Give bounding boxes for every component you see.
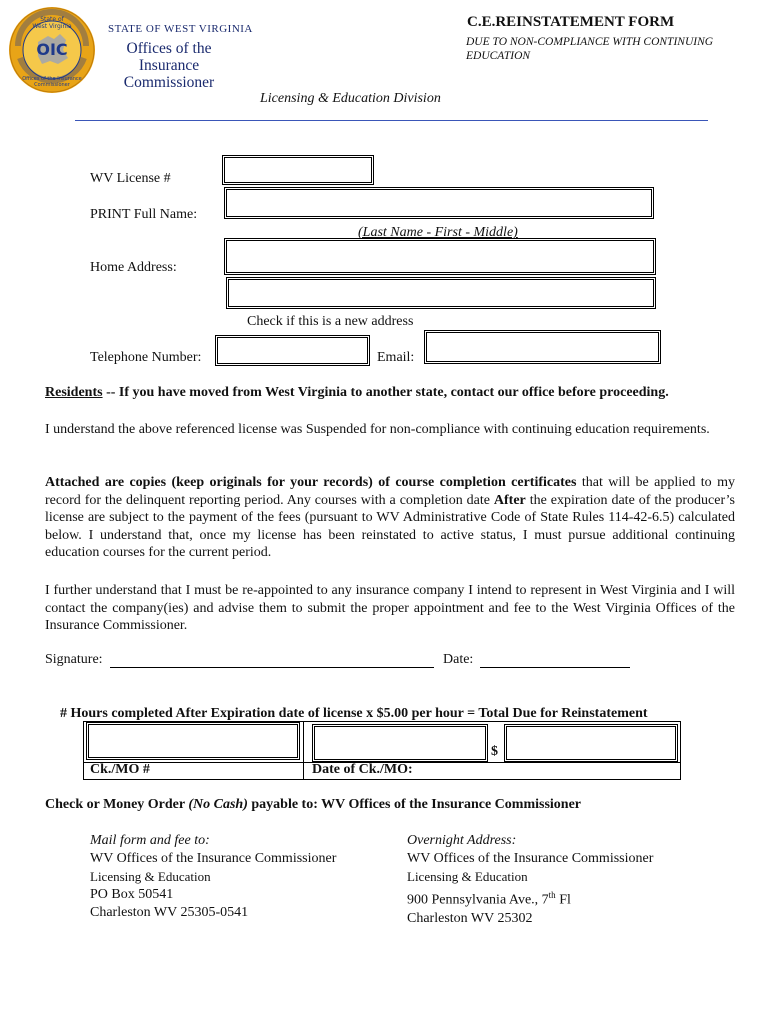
- payment-instructions: [45, 797, 581, 813]
- date-label: Date:: [443, 652, 474, 667]
- overnight-heading: Overnight Address:: [407, 833, 517, 848]
- payment-pre: Check or Money Order: [45, 797, 189, 812]
- form-subtitle-line1: DUE TO NON-COMPLIANCE WITH CONTINUING: [466, 36, 714, 48]
- seal-text-top: State of West Virginia: [32, 16, 72, 30]
- attachments-after: After: [493, 492, 526, 508]
- hours-input[interactable]: [88, 724, 298, 758]
- check-number-input[interactable]: [314, 726, 486, 760]
- seal-text-bottom: Offices of the Insurance Commissioner: [22, 76, 82, 88]
- email-label: Email:: [377, 350, 415, 365]
- office-name: [98, 40, 240, 91]
- division-title: Licensing & Education Division: [260, 91, 441, 106]
- new-address-label[interactable]: Check if this is a new address: [247, 314, 414, 329]
- full-name-input[interactable]: [226, 189, 652, 217]
- fee-heading: # Hours completed After Expiration date of license x $5.00 per hour = Total Due for Reinstatement: [60, 706, 648, 721]
- fee-table-divider: [303, 721, 304, 780]
- full-name-hint: (Last Name - First - Middle): [358, 225, 518, 240]
- signature-label: Signature:: [45, 652, 103, 667]
- dollar-sign: $: [491, 744, 498, 759]
- mail-line3: PO Box 50541: [90, 887, 174, 902]
- attachments-bold: Attached are copies (keep originals for your records) of course completion certificates: [45, 475, 577, 490]
- header-divider: [75, 120, 708, 121]
- check-date-label: Date of Ck./MO:: [312, 762, 413, 777]
- mail-heading: Mail form and fee to:: [90, 833, 210, 848]
- residents-notice: [45, 385, 669, 401]
- reappointment-paragraph: I further understand that I must be re-appointed to any insurance company I intend to represent in West Virginia and I will contact the company(ies) and advise them to submit the proper appointment and fee to the West Virginia Offices of the Insurance Commissioner.: [45, 583, 735, 633]
- oic-seal-logo: [8, 6, 96, 94]
- license-label: WV License #: [90, 171, 171, 186]
- office-name-line1: Offices of the Insurance: [126, 40, 212, 74]
- state-name: STATE OF WEST VIRGINIA: [108, 23, 253, 35]
- mail-line1: WV Offices of the Insurance Commissioner: [90, 851, 337, 866]
- signature-line[interactable]: [110, 652, 434, 668]
- form-subtitle-line2: EDUCATION: [466, 50, 531, 62]
- form-title: C.E.REINSTATEMENT FORM: [467, 14, 675, 30]
- mail-line4: Charleston WV 25305-0541: [90, 905, 249, 920]
- telephone-input[interactable]: [217, 337, 368, 364]
- suspension-paragraph: I understand the above referenced license was Suspended for non-compliance with continuing education requirements.: [45, 422, 710, 437]
- overnight-line3: [407, 886, 653, 910]
- overnight-line2: Licensing & Education: [407, 869, 528, 884]
- attachments-paragraph: [45, 474, 735, 562]
- home-address-line2-input[interactable]: [228, 279, 654, 307]
- telephone-label: Telephone Number:: [90, 350, 202, 365]
- residents-lead: Residents: [45, 385, 103, 400]
- total-due-input[interactable]: [506, 726, 676, 760]
- mail-line2: Licensing & Education: [90, 869, 211, 884]
- full-name-label: PRINT Full Name:: [90, 207, 198, 222]
- license-number-input[interactable]: [224, 157, 372, 183]
- home-address-line1-input[interactable]: [226, 240, 654, 273]
- payment-post: payable to: WV Offices of the Insurance Commissioner: [247, 797, 582, 812]
- mail-address: [90, 832, 336, 922]
- overnight-line3-post: Fl: [555, 892, 571, 908]
- email-input[interactable]: [426, 332, 659, 362]
- form-subtitle: [466, 35, 756, 63]
- attachments-text-a: that will be applied to my record for the delinquent reporting period. Any courses with a completion date: [45, 475, 735, 508]
- home-address-label: Home Address:: [90, 260, 177, 275]
- seal-monogram: OIC: [36, 40, 68, 59]
- new-address-row: [247, 314, 413, 330]
- overnight-line4: Charleston WV 25302: [407, 910, 533, 926]
- overnight-line3-pre: 900 Pennsylvania Ave., 7: [407, 892, 549, 908]
- office-name-line2: Commissioner: [123, 74, 215, 91]
- check-number-label: Ck./MO #: [90, 762, 150, 777]
- attachments-text-b: the expiration date of the producer’s license are subject to the payment of the fees (pursuant to WV Administrative Code of State Rules 114-42-6.5) calculated below. I understand that, once my license has been reinstated to active status, I must pursue additional continuing education courses for the current period.: [45, 492, 735, 560]
- date-line[interactable]: [480, 652, 630, 668]
- residents-text: -- If you have moved from West Virginia to another state, contact our office before proceeding.: [102, 385, 669, 400]
- overnight-line3-sup: th: [548, 890, 556, 900]
- payment-no-cash: (No Cash): [188, 797, 248, 812]
- overnight-address: [407, 832, 653, 928]
- overnight-line1: WV Offices of the Insurance Commissioner: [407, 851, 654, 866]
